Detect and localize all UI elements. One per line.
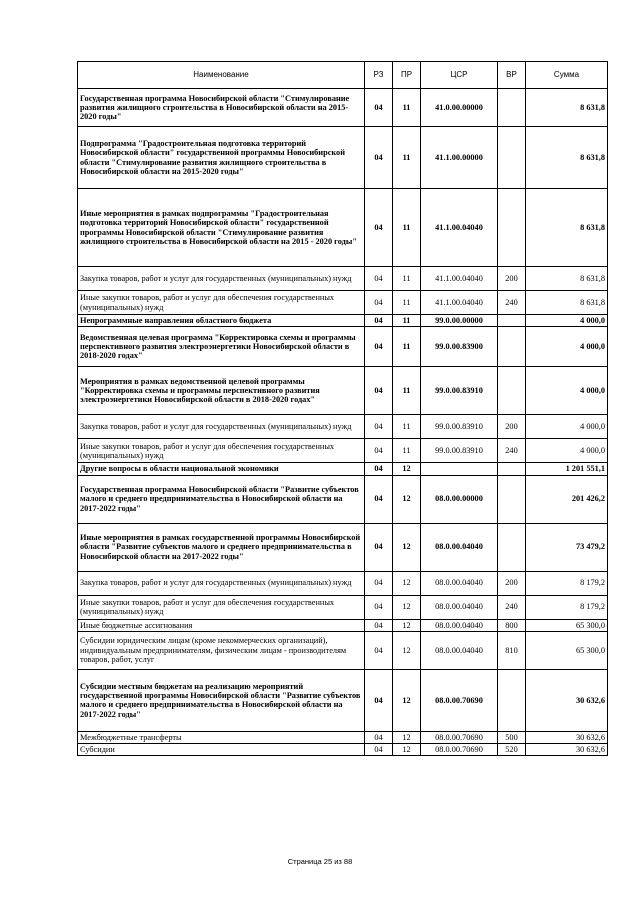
table-row — [78, 291, 608, 315]
header-name: Наименование — [78, 62, 365, 89]
cell-sum: 4 000,0 — [526, 327, 608, 367]
table-header-row — [78, 62, 608, 89]
cell-rz: 04 — [365, 595, 393, 619]
cell-pr: 12 — [393, 475, 421, 523]
cell-name: Межбюджетные трансферты — [78, 731, 365, 743]
cell-rz: 04 — [365, 523, 393, 571]
cell-rz: 04 — [365, 127, 393, 189]
cell-vr: 240 — [498, 291, 526, 315]
table-row — [78, 439, 608, 463]
cell-sum: 4 000,0 — [526, 439, 608, 463]
cell-sum: 8 631,8 — [526, 189, 608, 267]
cell-pr: 12 — [393, 744, 421, 756]
cell-pr: 11 — [393, 315, 421, 327]
cell-csr: 99.0.00.83910 — [421, 415, 498, 439]
cell-name: Непрограммные направления областного бюджета — [78, 315, 365, 327]
cell-csr: 08.0.00.70690 — [421, 669, 498, 731]
cell-csr: 41.1.00.04040 — [421, 291, 498, 315]
cell-vr — [498, 475, 526, 523]
header-pr: ПР — [393, 62, 421, 89]
cell-csr: 08.0.00.70690 — [421, 744, 498, 756]
cell-vr: 520 — [498, 744, 526, 756]
cell-name: Государственная программа Новосибирской области "Стимулирование развития жилищного строительства в Новосибирской области на 2015-2020 годы" — [78, 89, 365, 127]
cell-name: Иные закупки товаров, работ и услуг для обеспечения государственных (муниципальных) нужд — [78, 291, 365, 315]
cell-sum: 4 000,0 — [526, 415, 608, 439]
table-row — [78, 475, 608, 523]
table-row — [78, 571, 608, 595]
cell-sum: 1 201 551,1 — [526, 463, 608, 475]
cell-vr: 200 — [498, 267, 526, 291]
cell-sum: 30 632,6 — [526, 744, 608, 756]
cell-name: Подпрограмма "Градостроительная подготовка территорий Новосибирской области" государственной программы Новосибирской области "Стимулирование развития жилищного строительства в Новосибирской области на 2015-2020 годы" — [78, 127, 365, 189]
cell-pr: 11 — [393, 89, 421, 127]
cell-pr: 11 — [393, 127, 421, 189]
cell-rz: 04 — [365, 415, 393, 439]
cell-vr — [498, 523, 526, 571]
cell-sum: 8 179,2 — [526, 595, 608, 619]
cell-sum: 65 300,0 — [526, 619, 608, 631]
cell-rz: 04 — [365, 89, 393, 127]
table-row — [78, 267, 608, 291]
cell-csr: 08.0.00.00000 — [421, 475, 498, 523]
table-row — [78, 127, 608, 189]
cell-sum: 4 000,0 — [526, 367, 608, 415]
cell-sum: 8 179,2 — [526, 571, 608, 595]
cell-rz: 04 — [365, 291, 393, 315]
cell-csr: 08.0.00.04040 — [421, 523, 498, 571]
cell-vr: 240 — [498, 439, 526, 463]
cell-sum: 8 631,8 — [526, 267, 608, 291]
cell-sum: 30 632,6 — [526, 731, 608, 743]
cell-rz: 04 — [365, 744, 393, 756]
table-row — [78, 89, 608, 127]
cell-sum: 8 631,8 — [526, 127, 608, 189]
cell-pr: 12 — [393, 669, 421, 731]
cell-csr: 41.1.00.04040 — [421, 267, 498, 291]
table-row — [78, 595, 608, 619]
cell-csr: 08.0.00.04040 — [421, 571, 498, 595]
table-row — [78, 189, 608, 267]
table-row — [78, 367, 608, 415]
cell-vr — [498, 315, 526, 327]
page-number: Страница 25 из 88 — [287, 857, 353, 866]
cell-rz: 04 — [365, 315, 393, 327]
cell-pr: 12 — [393, 631, 421, 669]
cell-csr: 08.0.00.04040 — [421, 631, 498, 669]
cell-rz: 04 — [365, 631, 393, 669]
cell-vr — [498, 189, 526, 267]
cell-vr — [498, 89, 526, 127]
cell-csr: 08.0.00.04040 — [421, 619, 498, 631]
cell-vr: 200 — [498, 571, 526, 595]
cell-name: Ведомственная целевая программа "Корректировка схемы и программы перспективного развития электроэнергетики Новосибирской области в 2018-2020 годах" — [78, 327, 365, 367]
cell-rz: 04 — [365, 367, 393, 415]
header-rz: РЗ — [365, 62, 393, 89]
cell-pr: 12 — [393, 619, 421, 631]
cell-pr: 12 — [393, 523, 421, 571]
cell-vr — [498, 367, 526, 415]
cell-vr: 500 — [498, 731, 526, 743]
cell-name: Иные мероприятия в рамках государственной программы Новосибирской области "Развитие субъектов малого и среднего предпринимательства в Новосибирской области на 2017-2022 годы" — [78, 523, 365, 571]
cell-vr — [498, 127, 526, 189]
table-row — [78, 619, 608, 631]
table-row — [78, 315, 608, 327]
cell-pr: 11 — [393, 367, 421, 415]
budget-table — [77, 61, 608, 756]
table-row — [78, 463, 608, 475]
cell-csr — [421, 463, 498, 475]
cell-rz: 04 — [365, 439, 393, 463]
cell-pr: 12 — [393, 595, 421, 619]
cell-rz: 04 — [365, 475, 393, 523]
cell-vr: 200 — [498, 415, 526, 439]
cell-name: Субсидии местным бюджетам на реализацию мероприятий государственной программы Новосибирской области "Развитие субъектов малого и среднего предпринимательства в Новосибирской области на 2017-2022 годы" — [78, 669, 365, 731]
cell-csr: 41.1.00.00000 — [421, 127, 498, 189]
table-row — [78, 327, 608, 367]
cell-name: Иные закупки товаров, работ и услуг для обеспечения государственных (муниципальных) нужд — [78, 595, 365, 619]
cell-name: Закупка товаров, работ и услуг для государственных (муниципальных) нужд — [78, 571, 365, 595]
cell-csr: 99.0.00.83910 — [421, 367, 498, 415]
cell-pr: 12 — [393, 463, 421, 475]
cell-name: Иные бюджетные ассигнования — [78, 619, 365, 631]
header-vr: ВР — [498, 62, 526, 89]
cell-vr: 800 — [498, 619, 526, 631]
cell-sum: 73 479,2 — [526, 523, 608, 571]
cell-sum: 4 000,0 — [526, 315, 608, 327]
cell-pr: 11 — [393, 439, 421, 463]
cell-name: Субсидии юридическим лицам (кроме некоммерческих организаций), индивидуальным предпринимателям, физическим лицам - производителям товаров, работ, услуг — [78, 631, 365, 669]
cell-pr: 11 — [393, 267, 421, 291]
cell-sum: 8 631,8 — [526, 291, 608, 315]
cell-vr: 810 — [498, 631, 526, 669]
cell-rz: 04 — [365, 669, 393, 731]
cell-csr: 41.1.00.04040 — [421, 189, 498, 267]
cell-rz: 04 — [365, 619, 393, 631]
cell-rz: 04 — [365, 571, 393, 595]
cell-name: Закупка товаров, работ и услуг для государственных (муниципальных) нужд — [78, 415, 365, 439]
cell-sum: 201 426,2 — [526, 475, 608, 523]
table-row — [78, 744, 608, 756]
cell-csr: 99.0.00.83910 — [421, 439, 498, 463]
cell-csr: 41.0.00.00000 — [421, 89, 498, 127]
cell-name: Закупка товаров, работ и услуг для государственных (муниципальных) нужд — [78, 267, 365, 291]
cell-rz: 04 — [365, 463, 393, 475]
cell-rz: 04 — [365, 731, 393, 743]
cell-sum: 30 632,6 — [526, 669, 608, 731]
cell-name: Субсидии — [78, 744, 365, 756]
table-row — [78, 415, 608, 439]
cell-name: Другие вопросы в области национальной экономики — [78, 463, 365, 475]
table-row — [78, 631, 608, 669]
cell-vr — [498, 463, 526, 475]
cell-csr: 99.0.00.00000 — [421, 315, 498, 327]
header-sum: Сумма — [526, 62, 608, 89]
table-body — [78, 89, 608, 756]
cell-name: Мероприятия в рамках ведомственной целевой программы "Корректировка схемы и программы перспективного развития электроэнергетики Новосибирской области в 2018-2020 годах" — [78, 367, 365, 415]
cell-rz: 04 — [365, 189, 393, 267]
cell-sum: 65 300,0 — [526, 631, 608, 669]
cell-pr: 11 — [393, 415, 421, 439]
cell-rz: 04 — [365, 327, 393, 367]
cell-vr — [498, 327, 526, 367]
table-row — [78, 669, 608, 731]
cell-sum: 8 631,8 — [526, 89, 608, 127]
cell-name: Государственная программа Новосибирской области "Развитие субъектов малого и среднего предпринимательства в Новосибирской области на 2017-2022 годы" — [78, 475, 365, 523]
cell-pr: 11 — [393, 291, 421, 315]
cell-csr: 99.0.00.83900 — [421, 327, 498, 367]
cell-name: Иные мероприятия в рамках подпрограммы "Градостроительная подготовка территорий Новосибирской области" государственной программы Новосибирской области "Стимулирование развития жилищного строительства в Новосибирской области на 2015 - 2020 годы" — [78, 189, 365, 267]
cell-pr: 12 — [393, 731, 421, 743]
header-csr: ЦСР — [421, 62, 498, 89]
table-row — [78, 523, 608, 571]
cell-csr: 08.0.00.70690 — [421, 731, 498, 743]
table-row — [78, 731, 608, 743]
cell-vr — [498, 669, 526, 731]
cell-pr: 12 — [393, 571, 421, 595]
cell-name: Иные закупки товаров, работ и услуг для обеспечения государственных (муниципальных) нужд — [78, 439, 365, 463]
cell-pr: 11 — [393, 189, 421, 267]
cell-csr: 08.0.00.04040 — [421, 595, 498, 619]
cell-rz: 04 — [365, 267, 393, 291]
cell-pr: 11 — [393, 327, 421, 367]
cell-vr: 240 — [498, 595, 526, 619]
